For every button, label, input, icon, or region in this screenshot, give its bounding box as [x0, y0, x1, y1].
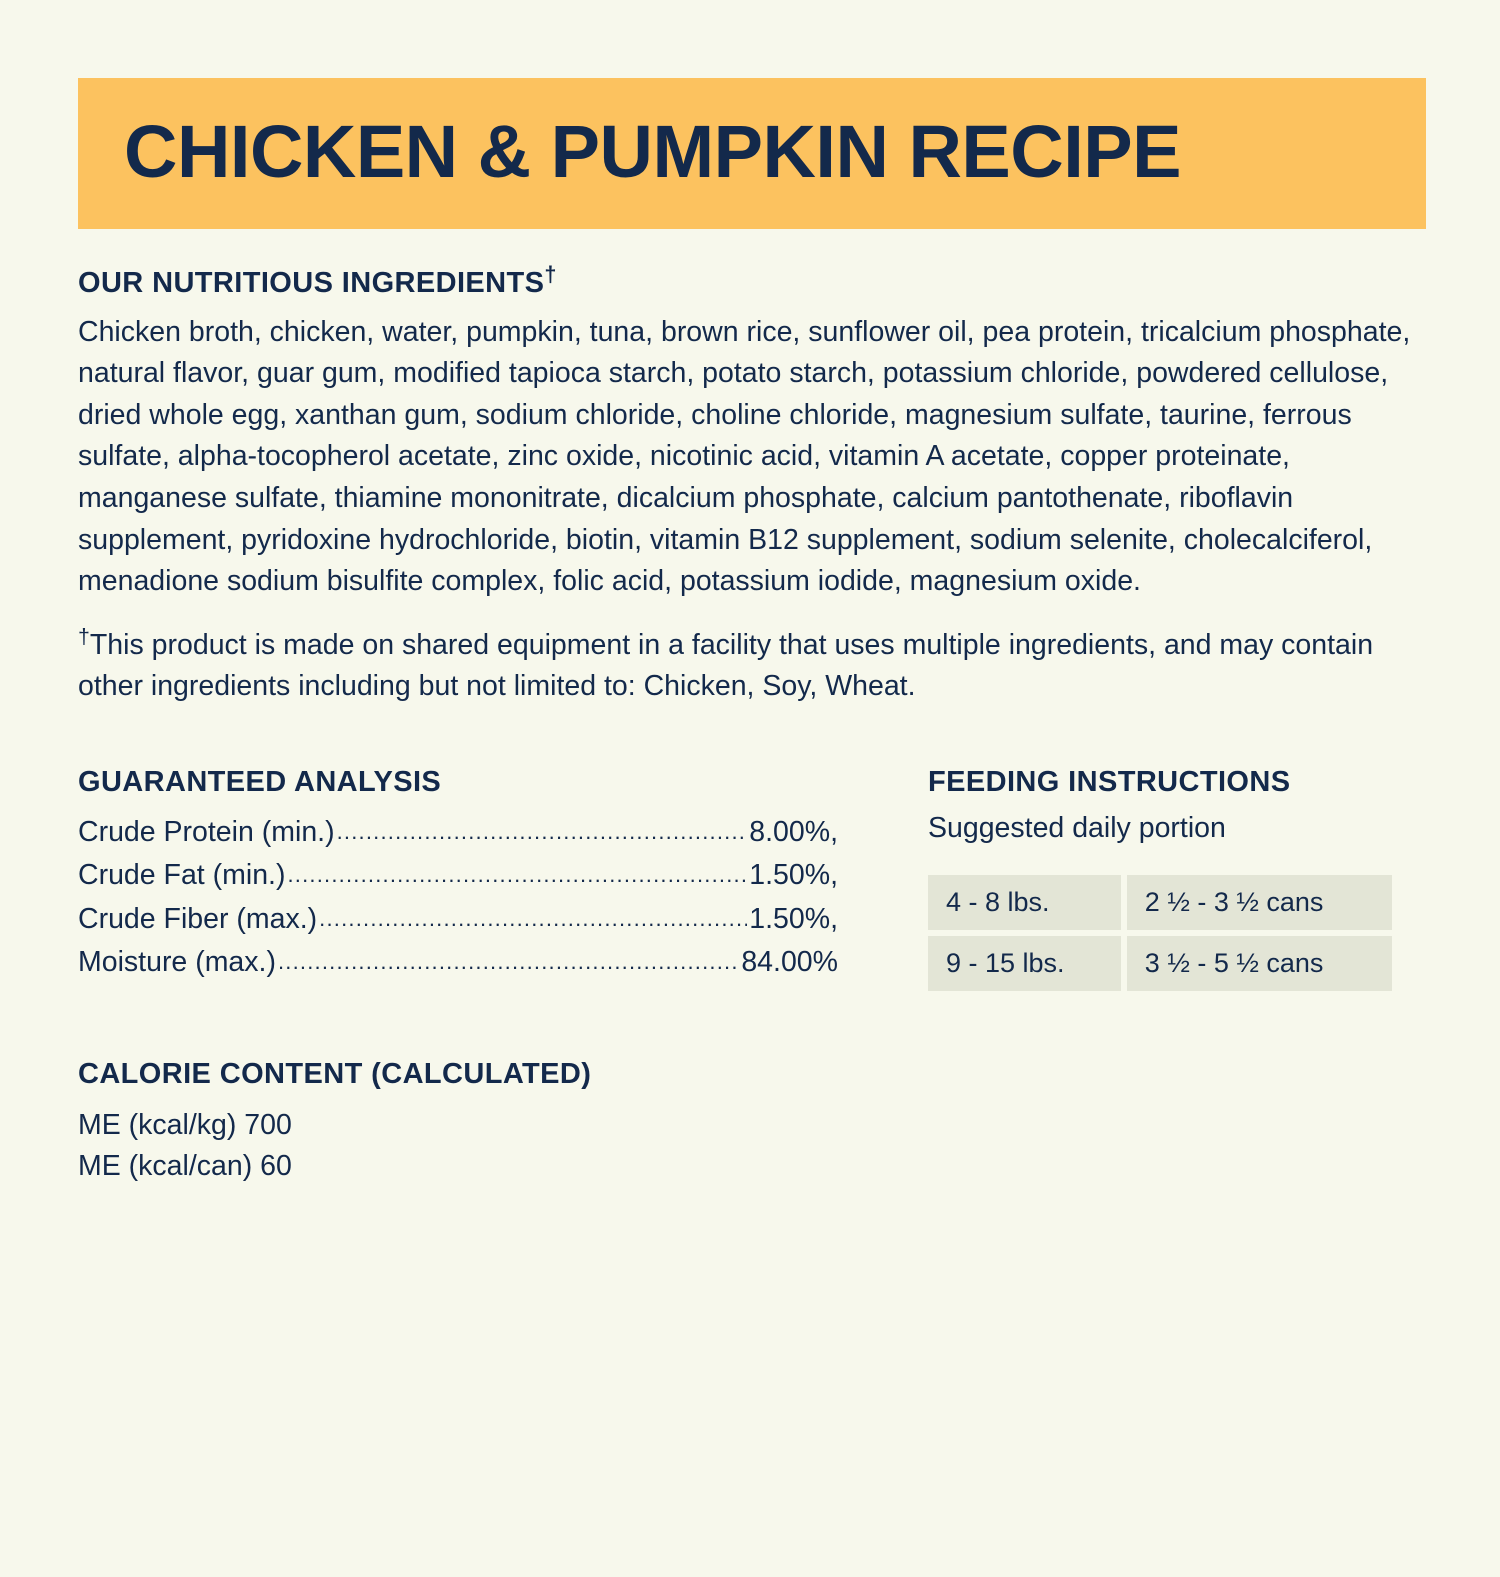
dagger-marker-disclaimer: † [78, 624, 90, 649]
calorie-line: ME (kcal/can) 60 [78, 1149, 292, 1182]
ingredients-heading-text: OUR NUTRITIOUS INGREDIENTS [78, 266, 545, 299]
ingredients-disclaimer-text: This product is made on shared equipment in a facility that uses multiple ingredients, and may contain other ingredients including but not limited to: Chicken, Soy, Wheat. [78, 628, 1374, 703]
ga-leader-dots [278, 945, 739, 978]
ingredients-body: Chicken broth, chicken, water, pumpkin, tuna, brown rice, sunflower oil, pea protein, tricalcium phosphate, natural flavor, guar gum, modified tapioca starch, potato starch, potassium chloride, powdered cellulose, dried whole egg, xanthan gum, sodium chloride, choline chloride, magnesium sulfate, taurine, ferrous sulfate, alpha-tocopherol acetate, zinc oxide, nicotinic acid, vitamin A acetate, copper proteinate, manganese sulfate, thiamine mononitrate, dicalcium phosphate, calcium pantothenate, riboflavin supplement, pyridoxine hydrochloride, biotin, vitamin B12 supplement, sodium selenite, cholecalciferol, menadione sodium bisulfite complex, folic acid, potassium iodide, magnesium oxide. [78, 315, 1411, 598]
guaranteed-analysis-heading: GUARANTEED ANALYSIS [78, 766, 442, 798]
feeding-instructions-section [928, 766, 1398, 997]
ga-value: 84.00% [741, 945, 838, 978]
guaranteed-analysis-row [78, 811, 838, 854]
ga-value: 1.50%, [749, 902, 838, 935]
ga-leader-dots [337, 815, 748, 848]
right-column [838, 766, 1398, 1186]
feeding-table [922, 869, 1398, 997]
feeding-amount-cell: 2 ½ - 3 ½ cans [1127, 875, 1392, 930]
guaranteed-analysis-row [78, 898, 838, 941]
page-title: CHICKEN & PUMPKIN RECIPE [124, 110, 1181, 193]
table-row [928, 875, 1392, 930]
ga-label: Moisture (max.) [78, 945, 276, 978]
ingredients-section [78, 260, 1422, 708]
ingredients-heading [78, 260, 1422, 300]
feeding-amount-cell: 3 ½ - 5 ½ cans [1127, 936, 1392, 991]
details-columns [78, 766, 1422, 1186]
calorie-content-heading: CALORIE CONTENT (CALCULATED) [78, 1058, 592, 1091]
feeding-subheading: Suggested daily portion [928, 812, 1226, 844]
ga-value: 8.00%, [749, 816, 838, 848]
ga-value: 1.50%, [749, 859, 838, 892]
table-row [928, 936, 1392, 991]
guaranteed-analysis-list [78, 811, 838, 984]
ga-label: Crude Fat (min.) [78, 859, 286, 892]
feeding-weight-cell: 4 - 8 lbs. [928, 875, 1121, 930]
product-label-page [0, 78, 1500, 1577]
calorie-line: ME (kcal/kg) 700 [78, 1109, 292, 1142]
left-column [78, 766, 838, 1186]
calorie-content-section [78, 1058, 838, 1186]
dagger-marker: † [544, 260, 557, 286]
title-banner [78, 78, 1426, 229]
guaranteed-analysis-section [78, 766, 838, 984]
feeding-weight-cell: 9 - 15 lbs. [928, 936, 1121, 991]
ga-leader-dots [319, 902, 747, 935]
ga-label: Crude Protein (min.) [78, 816, 335, 848]
ga-leader-dots [287, 858, 747, 891]
guaranteed-analysis-row [78, 854, 838, 897]
guaranteed-analysis-row [78, 941, 838, 984]
ga-label: Crude Fiber (max.) [78, 902, 318, 935]
ingredients-disclaimer [78, 625, 1418, 708]
feeding-instructions-heading: FEEDING INSTRUCTIONS [928, 766, 1291, 798]
